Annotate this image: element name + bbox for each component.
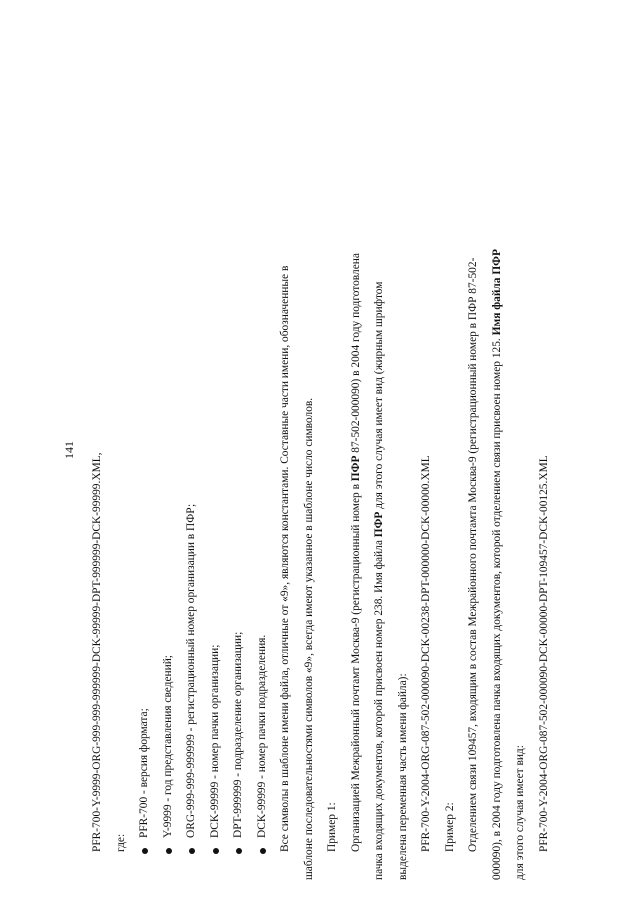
- rotated-content: [60, 20, 620, 880]
- example1-text-line1: Организацией Межрайонный почтамт Москва-9 (регистрационный номер в ПФР 87-502-000090) в 2004 году подготовлена: [349, 253, 362, 852]
- example2-text-line3: для этого случая имеет вид:: [514, 745, 526, 880]
- example1-text-line3: выделена переменная часть имени файла):: [396, 673, 409, 880]
- constants-note-line1: Все символы в шаблоне имени файла, отличные от «9», являются константами. Составные части имени, обозначенные в: [279, 265, 291, 852]
- list-item: DPT-999999 - подразделение организации;: [227, 20, 251, 880]
- bullet-icon: [213, 848, 219, 854]
- example1-title: Пример 1:: [326, 802, 338, 852]
- bullet-icon: [142, 848, 148, 854]
- list-item: DCK-99999 - номер пачки подразделения.: [251, 20, 275, 880]
- constants-note-line2: шаблоне последовательностями символов «9», всегда имеют указанное в шаблоне число символов.: [302, 397, 315, 880]
- bullet-icon: [189, 848, 195, 854]
- bullet-icon: [236, 848, 242, 854]
- list-item: DCK-99999 - номер пачки организации;: [204, 20, 228, 880]
- bullet-icon: [260, 848, 266, 854]
- example2-text-line1: Отделением связи 109457, входящим в состав Межрайонного почтамта Москва-9 (регистрационный номер в ПФР 87-502-: [467, 257, 479, 852]
- filename-template: PFR-700-Y-9999-ORG-999-999-999999-DCK-99999-DPT-999999-DCK-99999.XML,: [91, 452, 103, 852]
- example2-filename: PFR-700-Y-2004-ORG-087-502-000090-DCK-00000-DPT-109457-DCK-00125.XML: [537, 455, 550, 852]
- where-label: где:: [114, 833, 127, 852]
- example1-text-line2: пачка входящих документов, которой присвоен номер 238. Имя файла ПФР для этого случая имеет вид (жирным шрифтом: [373, 281, 385, 880]
- list-item: ORG-999-999-999999 - регистрационный номер организации в ПФР;: [180, 20, 204, 880]
- example2-text-line2: 000090), в 2004 году подготовлена пачка входящих документов, которой отделением связи присвоен номер 125. Имя файла ПФР: [490, 249, 503, 880]
- example2-title: Пример 2:: [443, 802, 456, 852]
- list-item: PFR-700 - версия формата;: [133, 20, 157, 880]
- definition-list: [133, 20, 274, 880]
- list-item: Y-9999 - год представления сведений;: [157, 20, 181, 880]
- page-number: 141: [62, 441, 76, 459]
- document-body: [86, 20, 556, 880]
- bullet-icon: [166, 848, 172, 854]
- example1-filename: PFR-700-Y-2004-ORG-087-502-000090-DCK-00238-DPT-000000-DCK-00000.XML: [420, 455, 432, 852]
